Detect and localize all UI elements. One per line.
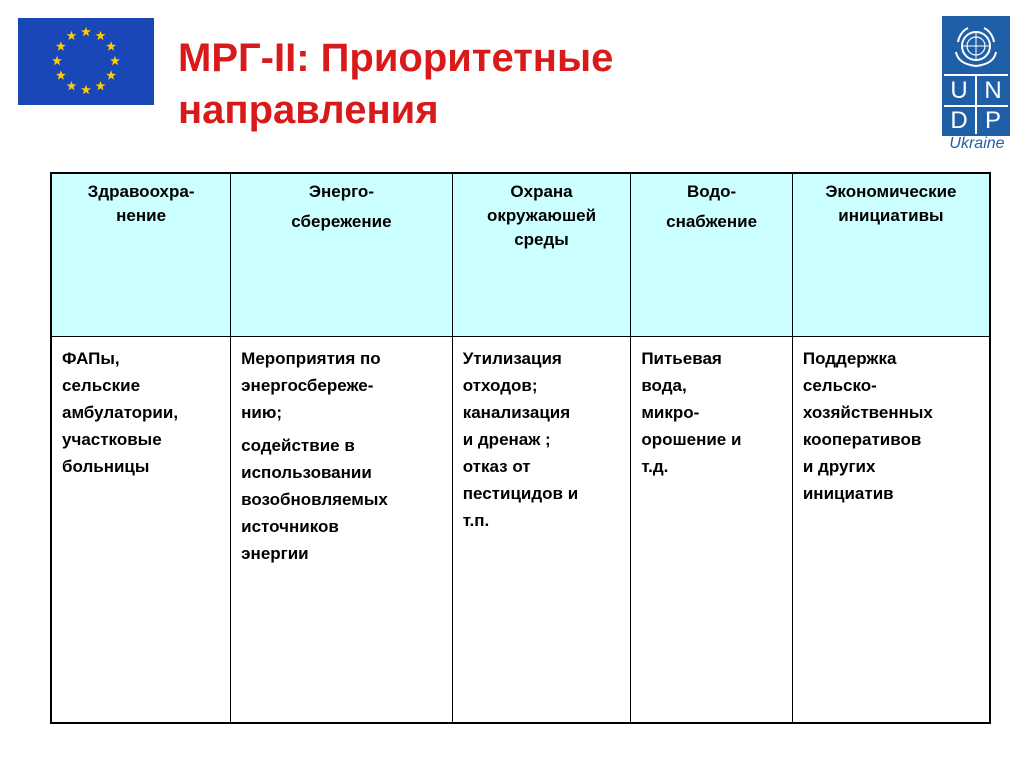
title-line-1: МРГ-II: Приоритетные (178, 36, 614, 80)
cell-health: ФАПы, сельские амбулатории, участковые больницы (51, 337, 231, 724)
undp-letter-u: U (950, 77, 968, 104)
cell-environment: Утилизация отходов; канализация и дренаж ; отказ от пестицидов и т.п. (452, 337, 631, 724)
table-header-row (51, 173, 990, 337)
star-icon (56, 41, 66, 50)
cell-energy: Мероприятия по энергосбереже- нию; содействие в использовании возобновляемых источников энергии (231, 337, 453, 724)
undp-letter-n: N (984, 77, 1002, 104)
star-icon (96, 81, 106, 90)
star-icon (96, 31, 106, 40)
undp-logo (942, 16, 1010, 154)
star-icon (67, 31, 77, 40)
undp-country-label: Ukraine (949, 135, 1005, 152)
column-header-environment: Охрана окружаюшей среды (452, 173, 631, 337)
column-header-energy: Энерго- сбережение (231, 173, 453, 337)
star-icon (81, 85, 91, 94)
column-header-health: Здравоохра- нение (51, 173, 231, 337)
cell-economic: Поддержка сельско- хозяйственных кооперативов и других инициатив (792, 337, 990, 724)
eu-flag-icon (18, 18, 154, 105)
undp-letter-p: P (984, 107, 1001, 134)
cell-water: Питьевая вода, микро- орошение и т.д. (631, 337, 793, 724)
undp-logo-box (942, 16, 1010, 136)
un-emblem-icon (950, 22, 1002, 70)
star-icon (81, 27, 91, 36)
star-icon (106, 41, 116, 50)
star-icon (67, 81, 77, 90)
page-title (178, 32, 613, 136)
star-icon (52, 56, 62, 65)
title-line-2: направления (178, 88, 439, 132)
table-row (51, 337, 990, 724)
column-header-economic: Экономические инициативы (792, 173, 990, 337)
priorities-table (50, 172, 991, 724)
column-header-water: Водо- снабжение (631, 173, 793, 337)
star-icon (56, 70, 66, 79)
undp-letter-d: D (950, 107, 968, 134)
star-icon (106, 70, 116, 79)
star-icon (110, 56, 120, 65)
